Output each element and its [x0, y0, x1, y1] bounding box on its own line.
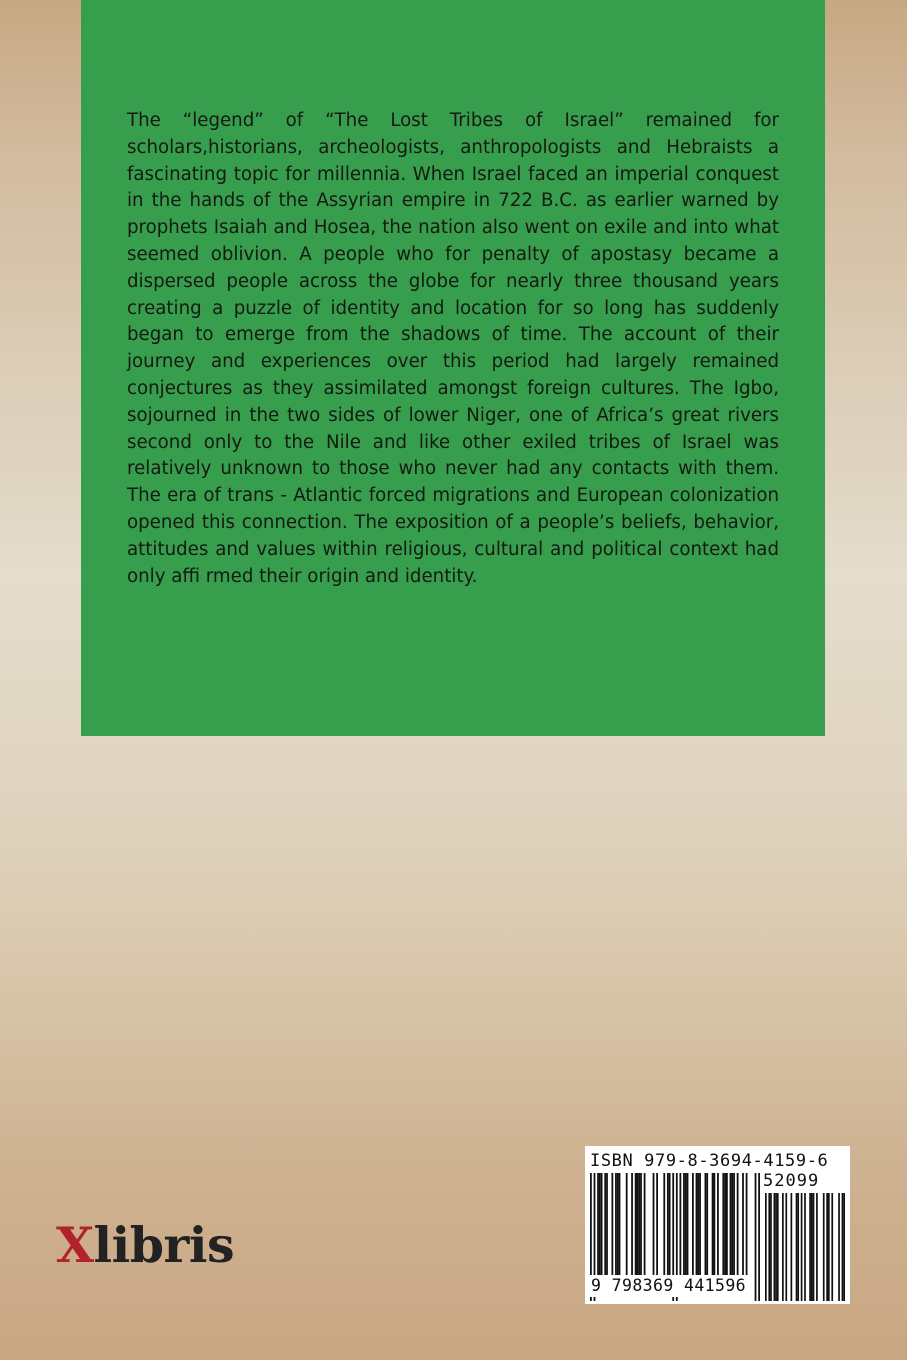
addon-barcode-bar [826, 1193, 828, 1301]
ean-barcode-bar [713, 1173, 715, 1275]
publisher-logo-x: X [56, 1216, 94, 1274]
addon-barcode-bar [838, 1193, 840, 1301]
ean-barcode-bar [755, 1173, 757, 1301]
ean-barcode-bar [601, 1173, 603, 1275]
publisher-logo [56, 1214, 234, 1276]
addon-barcode-bar [811, 1193, 813, 1301]
ean-barcode-bar [722, 1173, 724, 1275]
ean-barcode-bar [617, 1173, 619, 1275]
ean-barcode-bar [717, 1173, 719, 1275]
ean-barcode-bar [635, 1173, 637, 1275]
ean-barcode-bar [615, 1173, 617, 1275]
ean-barcode-bar [742, 1173, 744, 1275]
ean-barcode-bar [730, 1173, 732, 1275]
ean-barcode-bar [712, 1173, 714, 1275]
ean-barcode-bar [599, 1173, 601, 1275]
ean-barcode-bar [631, 1173, 633, 1275]
ean-barcode-bar [644, 1173, 646, 1275]
ean-barcode-bar [611, 1173, 613, 1275]
ean-barcode-bar [697, 1173, 699, 1275]
ean-barcode-bar [640, 1173, 642, 1275]
addon-barcode-bar [765, 1193, 767, 1301]
addon-barcode-bar [791, 1193, 793, 1301]
addon-barcode-bar [777, 1193, 779, 1301]
addon-barcode-bar [831, 1193, 833, 1301]
ean-barcode-bar [669, 1173, 671, 1275]
addon-barcode-bar [768, 1193, 770, 1301]
blurb-text: The “legend” of “The Lost Tribes of Israel” remained for scholars,historians, archeologists, anthropologists and Hebraists a fascinating topic for millennia. When Israel faced an imperial conquest in the hands of the Assyrian empire in 722 B.C. as earlier warned by prophets Isaiah and Hosea, the nation also went on exile and into what seemed oblivion. A people who for penalty of apostasy became a dispersed people across the globe for nearly three thousand years creating a puzzle of identity and location for so long has suddenly began to emerge from the shadows of time. The account of their journey and experiences over this period had largely remained conjectures as they assimilated amongst foreign cultures. The Igbo, sojourned in the two sides of lower Niger, one of Africa’s great rivers second only to the Nile and like other exiled tribes of Israel was relatively unknown to those who never had any contacts with them. The era of trans - Atlantic forced migrations and European colonization opened this connection. The exposition of a people’s beliefs, behavior, attitudes and values within religious, cultural and political context had only affi rmed their origin and identity. [127, 110, 779, 587]
ean-barcode-bar [724, 1173, 726, 1275]
addon-barcode-bar [828, 1193, 830, 1301]
ean-barcode-bar [606, 1173, 608, 1275]
ean-barcode-bar [683, 1173, 685, 1275]
addon-barcode-bar [782, 1193, 784, 1301]
price-code: 52099 [763, 1171, 820, 1191]
addon-barcode-bar [842, 1193, 844, 1301]
ean-barcode-bar [687, 1173, 689, 1275]
addon-barcode-bar [843, 1193, 845, 1301]
ean-barcode-bar [638, 1173, 640, 1275]
addon-barcode-image [765, 1193, 845, 1301]
ean-barcode-bar [667, 1173, 669, 1275]
addon-barcode-bar [823, 1193, 825, 1301]
ean-barcode-bar [663, 1173, 665, 1275]
ean-barcode-bar [737, 1173, 739, 1275]
ean-barcode-bar [604, 1173, 606, 1275]
ean-barcode-bar [733, 1173, 735, 1275]
addon-barcode-bar [801, 1193, 803, 1301]
ean-barcode-bar [731, 1173, 733, 1275]
addon-barcode-bar [797, 1193, 799, 1301]
ean-barcode-bar [637, 1173, 639, 1275]
ean-barcode-bar [706, 1173, 708, 1275]
blurb-panel [81, 0, 825, 736]
barcode-digits: 9 798369 441596 [591, 1276, 747, 1295]
ean-barcode-bar [619, 1173, 621, 1275]
ean-barcode-bar [758, 1173, 760, 1301]
addon-barcode-bar [813, 1193, 815, 1301]
ean-barcode-bar [726, 1173, 728, 1275]
ean-barcode-bar [705, 1173, 707, 1275]
ean-barcode-bar [746, 1173, 748, 1275]
addon-barcode-bar [775, 1193, 777, 1301]
addon-barcode-bar [809, 1193, 811, 1301]
ean-barcode-bar [597, 1173, 599, 1275]
addon-barcode-bar [785, 1193, 787, 1301]
ean-barcode-bar [656, 1173, 658, 1275]
addon-barcode-bar [796, 1193, 798, 1301]
ean-barcode-bar [653, 1173, 655, 1275]
addon-barcode-bar [816, 1193, 818, 1301]
ean-barcode-bar [696, 1173, 698, 1275]
ean-barcode-bar [692, 1173, 694, 1275]
ean-barcode-bar [679, 1173, 681, 1275]
isbn-barcode-box [585, 1146, 850, 1304]
ean-barcode-bar [699, 1173, 701, 1275]
ean-barcode-bar [685, 1173, 687, 1275]
ean-barcode-bar [626, 1173, 628, 1275]
addon-barcode-bar [770, 1193, 772, 1301]
publisher-logo-name: libris [93, 1216, 235, 1274]
addon-barcode-bar [804, 1193, 806, 1301]
isbn-label: ISBN 979-8-3694-4159-6 [590, 1151, 829, 1171]
addon-barcode-bar [774, 1193, 776, 1301]
